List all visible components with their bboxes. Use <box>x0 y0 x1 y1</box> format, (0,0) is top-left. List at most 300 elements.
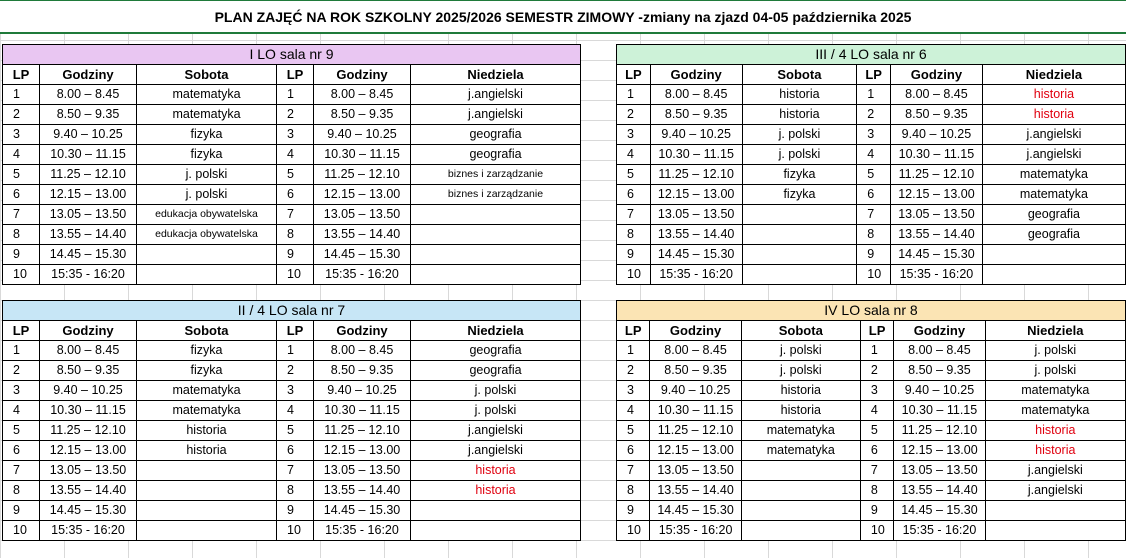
lp-cell: 1 <box>277 341 314 361</box>
lp-cell: 1 <box>617 85 651 105</box>
hours-cell: 8.00 – 8.45 <box>891 85 983 105</box>
sobota-subject: historia <box>742 105 857 125</box>
lp-cell: 8 <box>277 481 314 501</box>
table-row <box>617 205 1126 225</box>
table-row <box>617 381 1126 401</box>
sobota-subject: matematyka <box>137 381 277 401</box>
lp-cell: 7 <box>860 461 893 481</box>
hours-cell: 13.05 – 13.50 <box>314 461 411 481</box>
hours-cell: 13.55 – 14.40 <box>894 481 985 501</box>
table-row <box>617 225 1126 245</box>
hours-cell: 14.45 – 15.30 <box>314 245 411 265</box>
sobota-subject: edukacja obywatelska <box>137 225 277 245</box>
sobota-subject: historia <box>741 381 860 401</box>
hours-cell: 9.40 – 10.25 <box>314 125 411 145</box>
hours-cell: 8.00 – 8.45 <box>40 341 137 361</box>
niedziela-subject: j. polski <box>985 341 1125 361</box>
hours-cell: 14.45 – 15.30 <box>650 501 741 521</box>
lp-cell: 1 <box>617 341 650 361</box>
niedziela-subject: matematyka <box>985 381 1125 401</box>
niedziela-subject <box>982 265 1125 285</box>
table-row <box>3 85 581 105</box>
lp-cell: 6 <box>3 185 40 205</box>
niedziela-subject: matematyka <box>982 185 1125 205</box>
hours-cell: 10.30 – 11.15 <box>40 401 137 421</box>
table-row <box>617 165 1126 185</box>
hours-cell: 15:35 - 16:20 <box>891 265 983 285</box>
sobota-subject <box>137 481 277 501</box>
hours-cell: 8.50 – 9.35 <box>891 105 983 125</box>
niedziela-subject <box>411 265 581 285</box>
hours-cell: 9.40 – 10.25 <box>40 381 137 401</box>
sobota-subject: historia <box>741 401 860 421</box>
lp-cell: 10 <box>857 265 891 285</box>
lp-cell: 9 <box>3 245 40 265</box>
table-row <box>3 421 581 441</box>
hours-cell: 13.55 – 14.40 <box>40 481 137 501</box>
sobota-subject <box>137 521 277 541</box>
niedziela-subject: historia <box>985 421 1125 441</box>
class-header: II / 4 LO sala nr 7 <box>3 301 581 321</box>
sobota-subject <box>742 225 857 245</box>
schedule-block-4 <box>616 300 1126 541</box>
lp-cell: 10 <box>617 521 650 541</box>
lp-cell: 5 <box>3 165 40 185</box>
table-row <box>617 145 1126 165</box>
lp-cell: 9 <box>617 245 651 265</box>
lp-cell: 4 <box>3 401 40 421</box>
hours-cell: 12.15 – 13.00 <box>650 185 742 205</box>
sobota-subject: fizyka <box>137 361 277 381</box>
hours-cell: 8.00 – 8.45 <box>894 341 985 361</box>
niedziela-subject <box>411 245 581 265</box>
lp-cell: 8 <box>277 225 314 245</box>
column-header-lp: LP <box>617 321 650 341</box>
lp-cell: 4 <box>860 401 893 421</box>
niedziela-subject: j.angielski <box>411 85 581 105</box>
sobota-subject <box>742 245 857 265</box>
sobota-subject <box>741 481 860 501</box>
column-header-niedziela: Niedziela <box>411 65 581 85</box>
sobota-subject: matematyka <box>137 85 277 105</box>
lp-cell: 10 <box>617 265 651 285</box>
hours-cell: 8.00 – 8.45 <box>40 85 137 105</box>
lp-cell: 4 <box>617 145 651 165</box>
table-row <box>617 461 1126 481</box>
hours-cell: 10.30 – 11.15 <box>894 401 985 421</box>
niedziela-subject: geografia <box>411 361 581 381</box>
column-header-godziny: Godziny <box>40 65 137 85</box>
hours-cell: 13.55 – 14.40 <box>650 481 741 501</box>
hours-cell: 9.40 – 10.25 <box>894 381 985 401</box>
page-title-text: PLAN ZAJĘĆ NA ROK SZKOLNY 2025/2026 SEMESTR ZIMOWY -zmiany na zjazd 04-05 października 2025 <box>214 8 912 25</box>
column-header-lp: LP <box>3 321 40 341</box>
lp-cell: 6 <box>857 185 891 205</box>
lp-cell: 5 <box>860 421 893 441</box>
table-row <box>3 165 581 185</box>
lp-cell: 1 <box>860 341 893 361</box>
sobota-subject: historia <box>137 421 277 441</box>
column-header-godziny: Godziny <box>40 321 137 341</box>
table-row <box>617 85 1126 105</box>
niedziela-subject: biznes i zarządzanie <box>411 185 581 205</box>
table-row <box>617 481 1126 501</box>
sobota-subject <box>741 521 860 541</box>
hours-cell: 8.00 – 8.45 <box>314 341 411 361</box>
table-row <box>3 145 581 165</box>
sobota-subject <box>742 265 857 285</box>
lp-cell: 10 <box>3 521 40 541</box>
hours-cell: 8.50 – 9.35 <box>40 105 137 125</box>
niedziela-subject: geografia <box>411 145 581 165</box>
table-row <box>3 461 581 481</box>
sobota-subject: j. polski <box>741 361 860 381</box>
hours-cell: 13.05 – 13.50 <box>650 205 742 225</box>
niedziela-subject <box>985 521 1125 541</box>
table-row <box>617 341 1126 361</box>
hours-cell: 14.45 – 15.30 <box>650 245 742 265</box>
column-header-sobota: Sobota <box>741 321 860 341</box>
lp-cell: 3 <box>617 381 650 401</box>
hours-cell: 12.15 – 13.00 <box>650 441 741 461</box>
table-row <box>3 265 581 285</box>
lp-cell: 6 <box>617 441 650 461</box>
class-header: I LO sala nr 9 <box>3 45 581 65</box>
sobota-subject: historia <box>137 441 277 461</box>
table-row <box>3 105 581 125</box>
hours-cell: 12.15 – 13.00 <box>40 185 137 205</box>
niedziela-subject: j. polski <box>411 381 581 401</box>
sobota-subject: fizyka <box>137 145 277 165</box>
column-header-godziny: Godziny <box>650 65 742 85</box>
hours-cell: 15:35 - 16:20 <box>650 521 741 541</box>
sobota-subject <box>742 205 857 225</box>
column-header-lp: LP <box>3 65 40 85</box>
lp-cell: 8 <box>860 481 893 501</box>
hours-cell: 9.40 – 10.25 <box>314 381 411 401</box>
table-row <box>617 401 1126 421</box>
niedziela-subject: j.angielski <box>982 145 1125 165</box>
hours-cell: 13.05 – 13.50 <box>314 205 411 225</box>
hours-cell: 10.30 – 11.15 <box>650 401 741 421</box>
lp-cell: 2 <box>617 361 650 381</box>
schedule-block-3 <box>2 300 581 541</box>
hours-cell: 9.40 – 10.25 <box>891 125 983 145</box>
hours-cell: 11.25 – 12.10 <box>314 421 411 441</box>
sobota-subject <box>741 461 860 481</box>
schedule-block-2 <box>616 44 1126 285</box>
hours-cell: 8.00 – 8.45 <box>314 85 411 105</box>
niedziela-subject: historia <box>411 461 581 481</box>
column-header-lp: LP <box>277 321 314 341</box>
lp-cell: 7 <box>617 461 650 481</box>
lp-cell: 1 <box>3 85 40 105</box>
lp-cell: 5 <box>277 421 314 441</box>
niedziela-subject: j.angielski <box>411 105 581 125</box>
column-header-lp: LP <box>857 65 891 85</box>
niedziela-subject <box>411 501 581 521</box>
sobota-subject: matematyka <box>741 421 860 441</box>
niedziela-subject: matematyka <box>982 165 1125 185</box>
table-row <box>3 361 581 381</box>
lp-cell: 1 <box>3 341 40 361</box>
table-row <box>617 265 1126 285</box>
hours-cell: 11.25 – 12.10 <box>650 421 741 441</box>
table-row <box>3 501 581 521</box>
schedule-table <box>616 300 1126 541</box>
table-row <box>617 125 1126 145</box>
lp-cell: 8 <box>3 481 40 501</box>
lp-cell: 2 <box>277 105 314 125</box>
column-header-niedziela: Niedziela <box>982 65 1125 85</box>
lp-cell: 4 <box>277 401 314 421</box>
sobota-subject: fizyka <box>137 125 277 145</box>
class-header: III / 4 LO sala nr 6 <box>617 45 1126 65</box>
hours-cell: 8.50 – 9.35 <box>650 105 742 125</box>
table-row <box>617 521 1126 541</box>
hours-cell: 14.45 – 15.30 <box>891 245 983 265</box>
hours-cell: 13.55 – 14.40 <box>314 481 411 501</box>
niedziela-subject: geografia <box>982 225 1125 245</box>
lp-cell: 10 <box>860 521 893 541</box>
lp-cell: 6 <box>3 441 40 461</box>
sobota-subject: fizyka <box>742 165 857 185</box>
hours-cell: 14.45 – 15.30 <box>40 501 137 521</box>
lp-cell: 10 <box>277 265 314 285</box>
hours-cell: 8.00 – 8.45 <box>650 85 742 105</box>
hours-cell: 11.25 – 12.10 <box>40 165 137 185</box>
hours-cell: 15:35 - 16:20 <box>650 265 742 285</box>
column-header-godziny: Godziny <box>894 321 985 341</box>
schedule-table <box>2 44 581 285</box>
column-header-godziny: Godziny <box>314 65 411 85</box>
niedziela-subject: geografia <box>411 125 581 145</box>
hours-cell: 15:35 - 16:20 <box>40 265 137 285</box>
schedule-table <box>2 300 581 541</box>
niedziela-subject: matematyka <box>985 401 1125 421</box>
schedule-block-1 <box>2 44 581 285</box>
schedule-table <box>616 44 1126 285</box>
hours-cell: 14.45 – 15.30 <box>40 245 137 265</box>
lp-cell: 6 <box>617 185 651 205</box>
lp-cell: 8 <box>617 225 651 245</box>
lp-cell: 3 <box>3 125 40 145</box>
lp-cell: 10 <box>3 265 40 285</box>
lp-cell: 9 <box>860 501 893 521</box>
table-row <box>617 441 1126 461</box>
sobota-subject: edukacja obywatelska <box>137 205 277 225</box>
hours-cell: 8.50 – 9.35 <box>40 361 137 381</box>
niedziela-subject: j.angielski <box>411 441 581 461</box>
niedziela-subject <box>411 205 581 225</box>
column-header-sobota: Sobota <box>742 65 857 85</box>
hours-cell: 12.15 – 13.00 <box>894 441 985 461</box>
sobota-subject: historia <box>742 85 857 105</box>
hours-cell: 13.55 – 14.40 <box>650 225 742 245</box>
hours-cell: 8.50 – 9.35 <box>894 361 985 381</box>
sobota-subject <box>137 245 277 265</box>
hours-cell: 15:35 - 16:20 <box>40 521 137 541</box>
lp-cell: 8 <box>3 225 40 245</box>
lp-cell: 7 <box>617 205 651 225</box>
column-header-niedziela: Niedziela <box>411 321 581 341</box>
niedziela-subject: j.angielski <box>985 461 1125 481</box>
column-header-sobota: Sobota <box>137 65 277 85</box>
column-header-godziny: Godziny <box>314 321 411 341</box>
lp-cell: 9 <box>857 245 891 265</box>
hours-cell: 13.05 – 13.50 <box>40 205 137 225</box>
lp-cell: 5 <box>3 421 40 441</box>
table-row <box>3 125 581 145</box>
table-row <box>617 501 1126 521</box>
hours-cell: 8.50 – 9.35 <box>314 361 411 381</box>
hours-cell: 10.30 – 11.15 <box>314 401 411 421</box>
niedziela-subject: geografia <box>411 341 581 361</box>
hours-cell: 11.25 – 12.10 <box>894 421 985 441</box>
hours-cell: 11.25 – 12.10 <box>314 165 411 185</box>
lp-cell: 3 <box>857 125 891 145</box>
hours-cell: 13.05 – 13.50 <box>894 461 985 481</box>
hours-cell: 13.05 – 13.50 <box>891 205 983 225</box>
hours-cell: 12.15 – 13.00 <box>891 185 983 205</box>
niedziela-subject: j.angielski <box>985 481 1125 501</box>
lp-cell: 6 <box>277 441 314 461</box>
hours-cell: 14.45 – 15.30 <box>894 501 985 521</box>
column-header-godziny: Godziny <box>891 65 983 85</box>
lp-cell: 6 <box>277 185 314 205</box>
lp-cell: 3 <box>3 381 40 401</box>
hours-cell: 8.00 – 8.45 <box>650 341 741 361</box>
table-row <box>617 105 1126 125</box>
sobota-subject: j. polski <box>742 125 857 145</box>
column-header-niedziela: Niedziela <box>985 321 1125 341</box>
lp-cell: 4 <box>277 145 314 165</box>
column-header-godziny: Godziny <box>650 321 741 341</box>
lp-cell: 7 <box>3 461 40 481</box>
hours-cell: 13.55 – 14.40 <box>40 225 137 245</box>
table-row <box>3 341 581 361</box>
niedziela-subject: geografia <box>982 205 1125 225</box>
table-row <box>617 245 1126 265</box>
sobota-subject <box>137 265 277 285</box>
lp-cell: 2 <box>3 105 40 125</box>
table-row <box>3 245 581 265</box>
sobota-subject: j. polski <box>741 341 860 361</box>
lp-cell: 2 <box>617 105 651 125</box>
hours-cell: 15:35 - 16:20 <box>314 265 411 285</box>
niedziela-subject <box>982 245 1125 265</box>
lp-cell: 8 <box>617 481 650 501</box>
table-row <box>3 225 581 245</box>
lp-cell: 9 <box>277 501 314 521</box>
hours-cell: 14.45 – 15.30 <box>314 501 411 521</box>
niedziela-subject: j.angielski <box>982 125 1125 145</box>
niedziela-subject <box>411 225 581 245</box>
sobota-subject <box>741 501 860 521</box>
lp-cell: 3 <box>617 125 651 145</box>
lp-cell: 3 <box>860 381 893 401</box>
hours-cell: 8.50 – 9.35 <box>314 105 411 125</box>
hours-cell: 15:35 - 16:20 <box>894 521 985 541</box>
table-row <box>617 185 1126 205</box>
hours-cell: 13.05 – 13.50 <box>40 461 137 481</box>
hours-cell: 13.55 – 14.40 <box>314 225 411 245</box>
column-header-sobota: Sobota <box>137 321 277 341</box>
lp-cell: 4 <box>617 401 650 421</box>
hours-cell: 8.50 – 9.35 <box>650 361 741 381</box>
sobota-subject: j. polski <box>137 185 277 205</box>
hours-cell: 11.25 – 12.10 <box>650 165 742 185</box>
hours-cell: 10.30 – 11.15 <box>40 145 137 165</box>
sobota-subject <box>137 501 277 521</box>
hours-cell: 10.30 – 11.15 <box>314 145 411 165</box>
lp-cell: 5 <box>277 165 314 185</box>
lp-cell: 9 <box>617 501 650 521</box>
niedziela-subject: j. polski <box>985 361 1125 381</box>
lp-cell: 4 <box>3 145 40 165</box>
hours-cell: 10.30 – 11.15 <box>650 145 742 165</box>
niedziela-subject <box>985 501 1125 521</box>
column-header-lp: LP <box>617 65 651 85</box>
hours-cell: 11.25 – 12.10 <box>891 165 983 185</box>
hours-cell: 9.40 – 10.25 <box>40 125 137 145</box>
lp-cell: 7 <box>857 205 891 225</box>
niedziela-subject: j.angielski <box>411 421 581 441</box>
hours-cell: 9.40 – 10.25 <box>650 125 742 145</box>
sobota-subject: fizyka <box>742 185 857 205</box>
column-header-lp: LP <box>277 65 314 85</box>
hours-cell: 12.15 – 13.00 <box>314 441 411 461</box>
lp-cell: 10 <box>277 521 314 541</box>
sobota-subject: matematyka <box>137 105 277 125</box>
table-row <box>3 185 581 205</box>
niedziela-subject: j. polski <box>411 401 581 421</box>
lp-cell: 2 <box>860 361 893 381</box>
niedziela-subject: historia <box>982 85 1125 105</box>
sobota-subject: j. polski <box>137 165 277 185</box>
sobota-subject: fizyka <box>137 341 277 361</box>
hours-cell: 12.15 – 13.00 <box>314 185 411 205</box>
table-row <box>617 421 1126 441</box>
lp-cell: 5 <box>617 165 651 185</box>
lp-cell: 1 <box>857 85 891 105</box>
niedziela-subject: historia <box>411 481 581 501</box>
class-header: IV LO sala nr 8 <box>617 301 1126 321</box>
sobota-subject: matematyka <box>741 441 860 461</box>
lp-cell: 5 <box>857 165 891 185</box>
table-row <box>3 381 581 401</box>
column-header-lp: LP <box>860 321 893 341</box>
hours-cell: 11.25 – 12.10 <box>40 421 137 441</box>
hours-cell: 10.30 – 11.15 <box>891 145 983 165</box>
lp-cell: 7 <box>3 205 40 225</box>
lp-cell: 1 <box>277 85 314 105</box>
lp-cell: 4 <box>857 145 891 165</box>
lp-cell: 7 <box>277 461 314 481</box>
lp-cell: 5 <box>617 421 650 441</box>
niedziela-subject: biznes i zarządzanie <box>411 165 581 185</box>
table-row <box>3 521 581 541</box>
table-row <box>3 401 581 421</box>
lp-cell: 8 <box>857 225 891 245</box>
sobota-subject <box>137 461 277 481</box>
lp-cell: 3 <box>277 381 314 401</box>
hours-cell: 13.55 – 14.40 <box>891 225 983 245</box>
lp-cell: 2 <box>3 361 40 381</box>
hours-cell: 15:35 - 16:20 <box>314 521 411 541</box>
lp-cell: 7 <box>277 205 314 225</box>
table-row <box>3 481 581 501</box>
